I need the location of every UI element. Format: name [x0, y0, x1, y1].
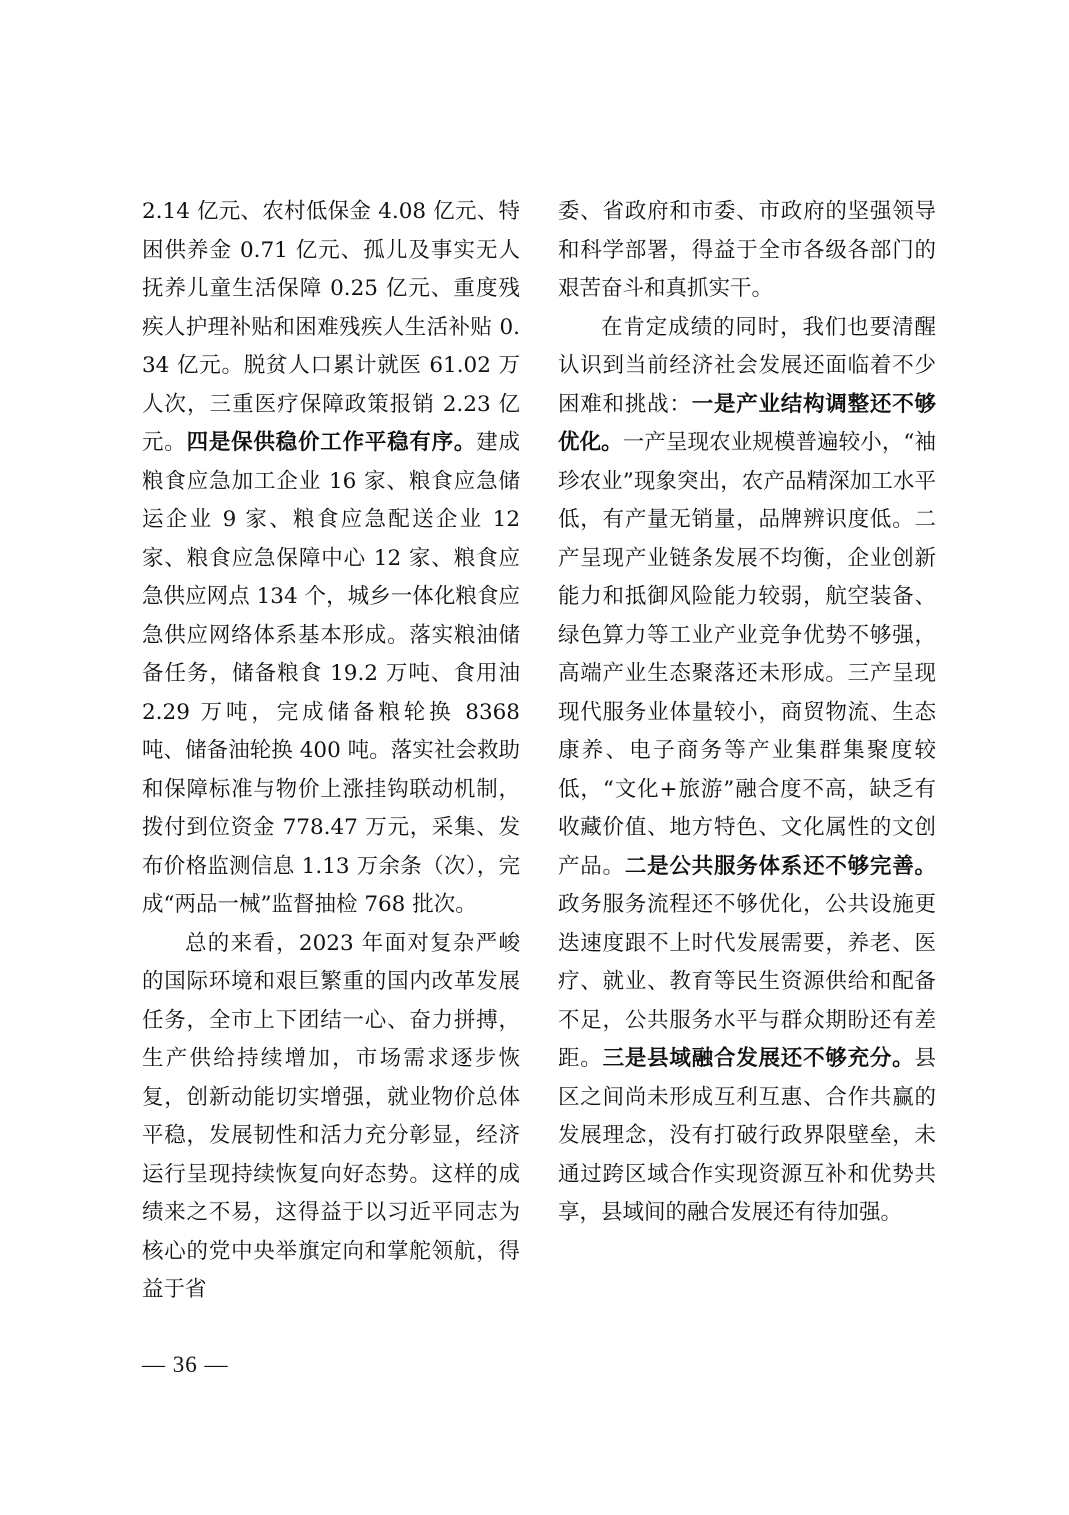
- paragraph-challenges: [558, 309, 936, 1233]
- text-run: 2.14 亿元、农村低保金 4.08 亿元、特困供养金 0.71 亿元、孤儿及事实无人抚养儿童生活保障 0.25 亿元、重度残疾人护理补贴和困难残疾人生活补贴 0.34 亿元。脱贫人口累计就医 61.02 万人次，三重医疗保障政策报销 2.23 亿元。: [142, 199, 520, 455]
- paragraph-continued: 委、省政府和市委、市政府的坚强领导和科学部署，得益于全市各级各部门的艰苦奋斗和真抓实干。: [558, 199, 936, 301]
- bold-heading-two: 二是公共服务体系还不够完善。: [624, 853, 936, 879]
- paragraph-summary: 总的来看，2023 年面对复杂严峻的国际环境和艰巨繁重的国内改革发展任务，全市上下团结一心、奋力拼搏，生产供给持续增加，市场需求逐步恢复，创新动能切实增强，就业物价总体平稳，发展韧性和活力充分彰显，经济运行呈现持续恢复向好态势。这样的成绩来之不易，这得益于以习近平同志为核心的党中央举旗定向和掌舵领航，得益于省: [142, 930, 520, 1302]
- bold-heading-one: 一是产业结构调整还不够优化。: [558, 391, 936, 455]
- text-run: 在肯定成绩的同时，我们也要清醒认识到当前经济社会发展还面临着不少困难和挑战：: [558, 314, 936, 417]
- bold-heading-three: 三是县域融合发展还不够充分。: [602, 1046, 915, 1071]
- paragraph-continued: [142, 193, 520, 925]
- text-run: 一产呈现农业规模普遍较小，“袖珍农业”现象突出，农产品精深加工水平低，有产量无销量，品牌辨识度低。二产呈现产业链条发展不均衡，企业创新能力和抵御风险能力较弱，航空装备、绿色算力等工业产业竞争优势不够强，高端产业生态聚落还未形成。三产呈现现代服务业体量较小，商贸物流、生态康养、电子商务等产业集群集聚度较低，“文化+旅游”融合度不高，缺乏有收藏价值、地方特色、文化属性的文创产品。: [558, 430, 936, 879]
- right-column: [558, 193, 936, 1233]
- page-number: — 36 —: [142, 1352, 229, 1377]
- text-run: 政务服务流程还不够优化，公共设施更迭速度跟不上时代发展需要，养老、医疗、就业、教育等民生资源供给和配备不足，公共服务水平与群众期盼还有差距。: [558, 892, 936, 1071]
- bold-heading-four: 四是保供稳价工作平稳有序。: [186, 430, 477, 455]
- left-column: [142, 193, 520, 1310]
- text-run: 建成粮食应急加工企业 16 家、粮食应急储运企业 9 家、粮食应急配送企业 12 家、粮食应急保障中心 12 家、粮食应急供应网点 134 个，城乡一体化粮食应急供应网络体系基本形成。落实粮油储备任务，储备粮食 19.2 万吨、食用油 2.29 万吨，完成储备粮轮换 8368 吨、储备油轮换 400 吨。落实社会救助和保障标准与物价上涨挂钩联动机制，拨付到位资金 778.47 万元，采集、发布价格监测信息 1.13 万余条（次），完成“两品一械”监督抽检 768 批次。: [142, 430, 520, 917]
- text-run: 县区之间尚未形成互利互惠、合作共赢的发展理念，没有打破行政界限壁垒，未通过跨区域合作实现资源互补和优势共享，县域间的融合发展还有待加强。: [558, 1046, 936, 1225]
